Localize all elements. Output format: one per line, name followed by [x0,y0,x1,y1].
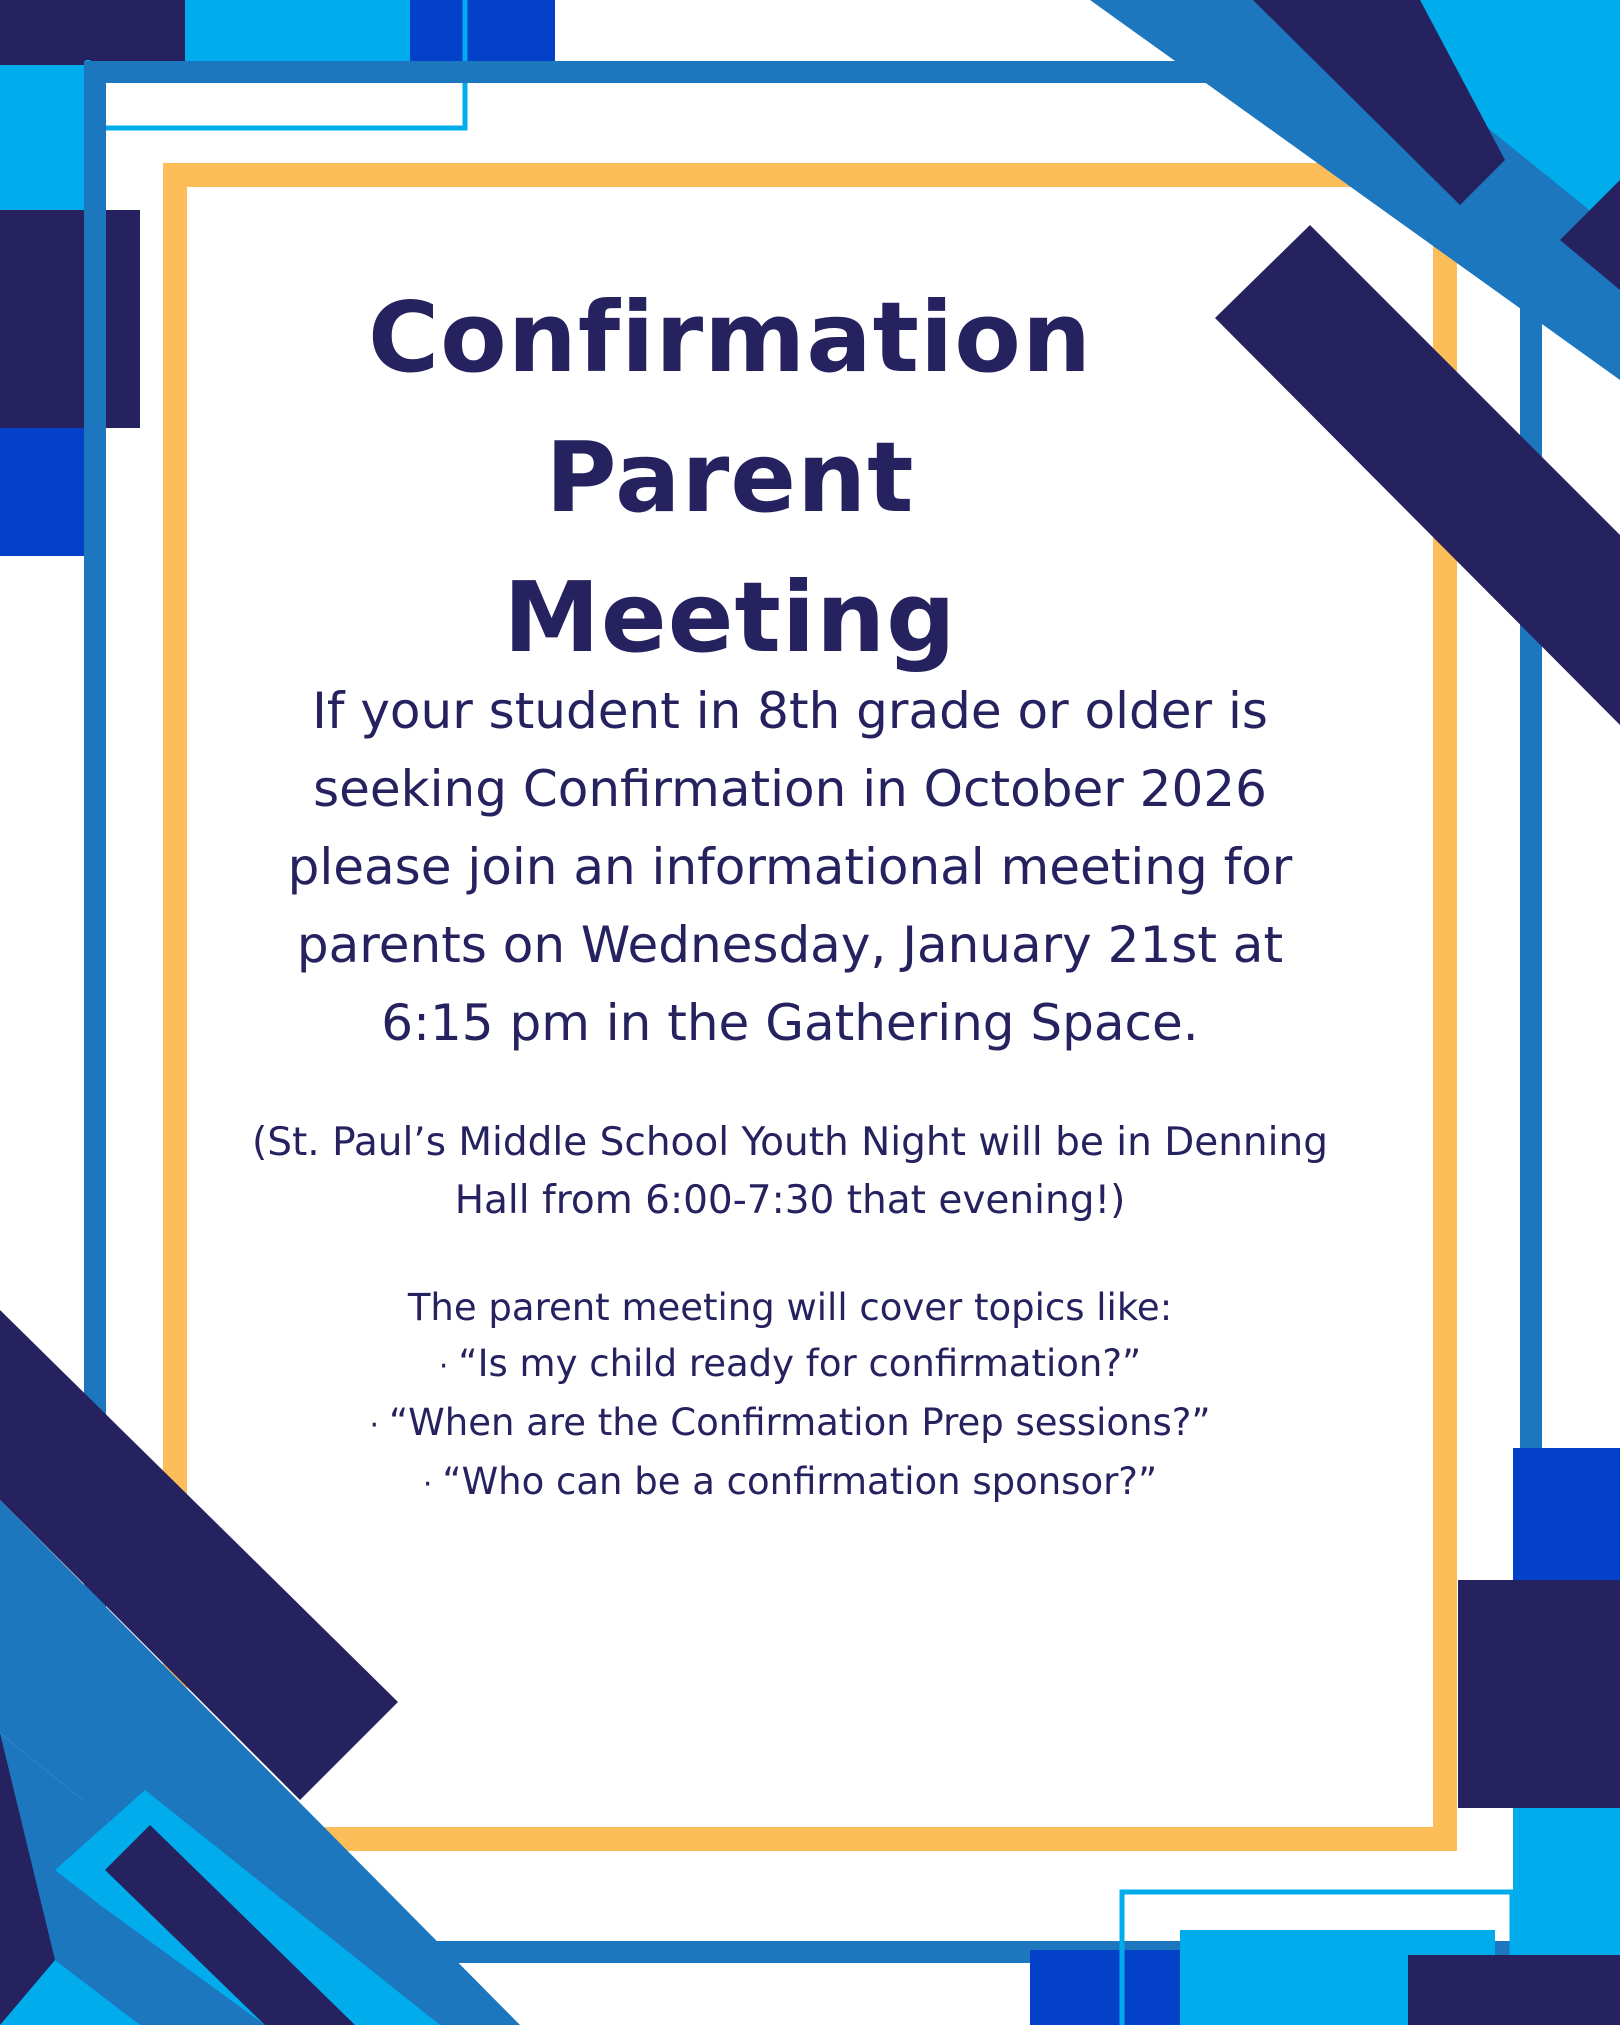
bullet-dot: · [369,1408,380,1443]
bullet-dot: · [422,1467,433,1502]
bullet-dot: · [438,1349,449,1384]
page-title [180,268,1280,688]
topics-list [220,1336,1360,1513]
list-item [220,1454,1360,1513]
list-item [220,1336,1360,1395]
youth-night-note [220,1114,1360,1230]
topic-text: “Is my child ready for confirmation?” [458,1342,1142,1385]
announcement-line: parents on Wednesday, January 21st at [296,916,1284,974]
title-line-1: Confirmation Parent [367,281,1092,534]
list-item [220,1395,1360,1454]
announcement-line: please join an informational meeting for [287,838,1293,896]
note-line: Hall from 6:00-7:30 that evening!) [454,1178,1126,1223]
announcement-line: 6:15 pm in the Gathering Space. [381,994,1199,1052]
announcement-line: If your student in 8th grade or older is [312,682,1268,740]
note-line: (St. Paul’s Middle School Youth Night will be in Denning [252,1120,1328,1165]
topics-intro: The parent meeting will cover topics like: [407,1286,1173,1329]
topic-text: “Who can be a confirmation sponsor?” [442,1460,1158,1503]
title-line-2: Meeting [503,561,957,674]
topics-section [220,1280,1360,1513]
announcement-paragraph [220,672,1360,1062]
topic-text: “When are the Confirmation Prep sessions?” [389,1401,1211,1444]
announcement-line: seeking Confirmation in October 2026 [313,760,1267,818]
